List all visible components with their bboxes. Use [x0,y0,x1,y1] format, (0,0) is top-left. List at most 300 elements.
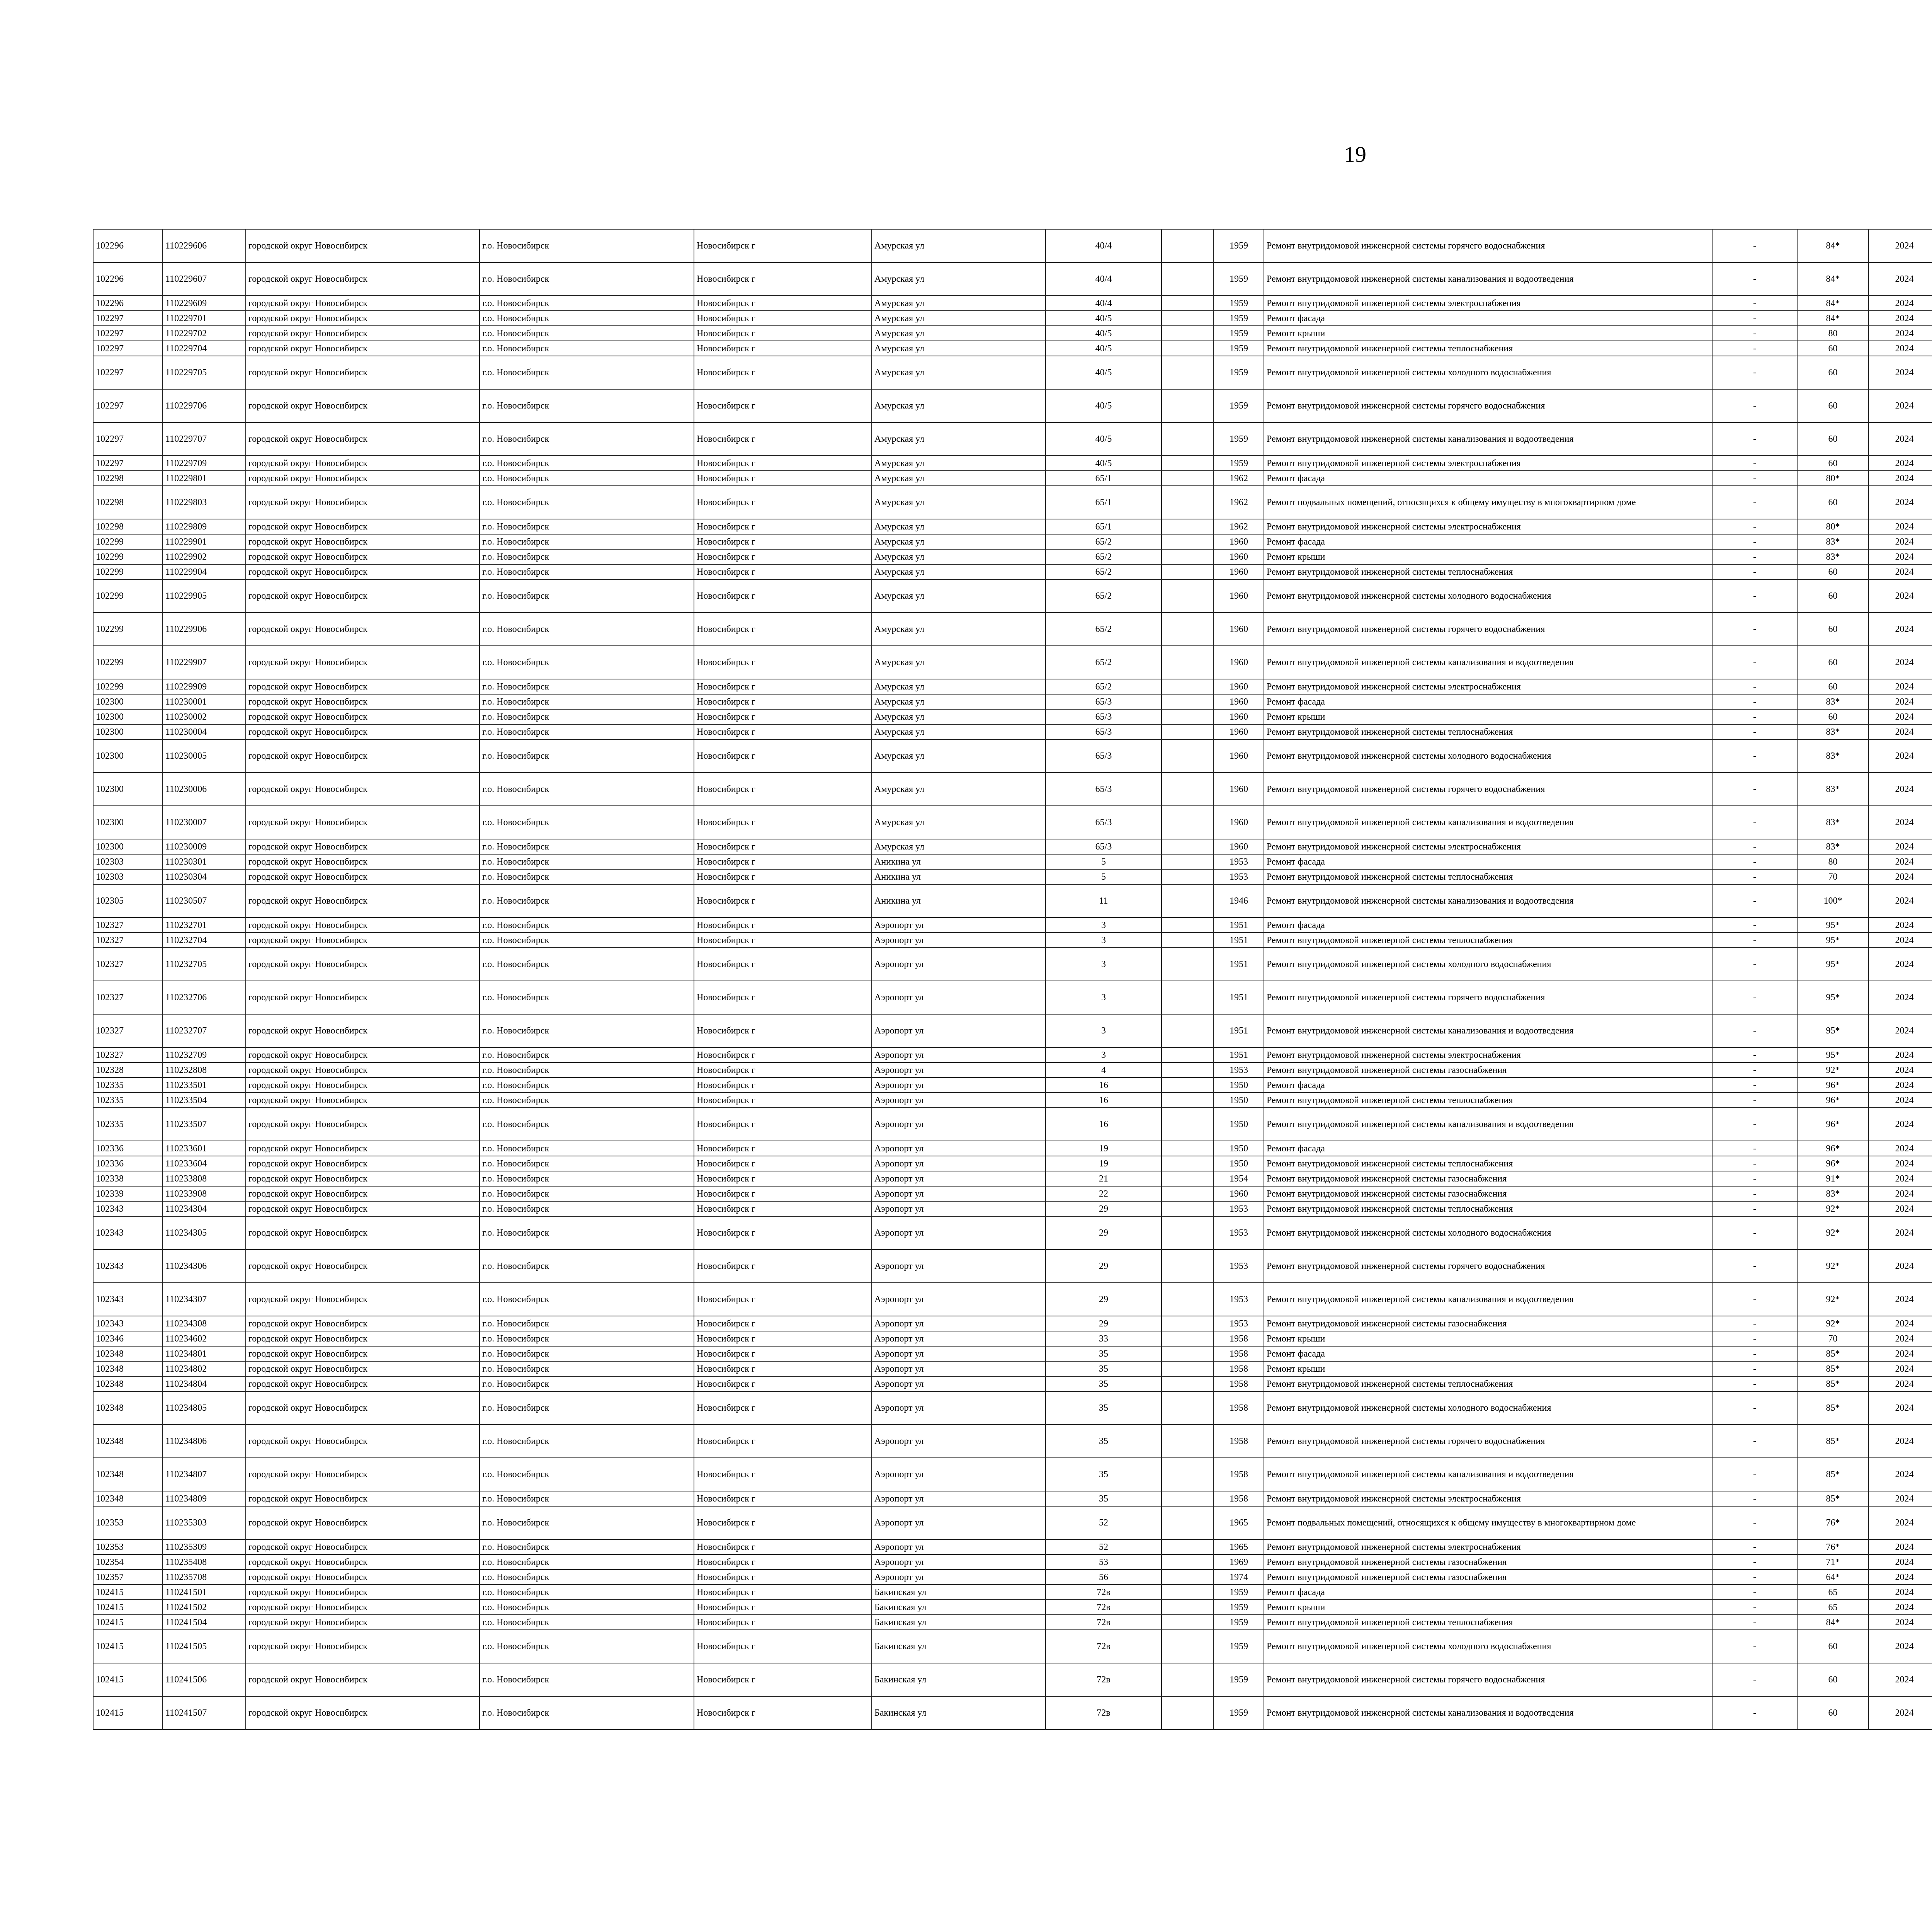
dash-cell: - [1712,709,1797,724]
work-id-cell: 110233501 [163,1078,246,1093]
house-number-cell: 65/3 [1046,709,1162,724]
house-id-cell: 102348 [93,1346,163,1361]
work-id-cell: 110232701 [163,918,246,933]
settlement-cell: г.о. Новосибирск [480,1283,694,1316]
settlement-cell: г.о. Новосибирск [480,613,694,646]
year-start-cell: 2024 [1869,486,1932,519]
table-row [93,262,1932,296]
wear-cell: 92* [1797,1283,1869,1316]
build-year-cell: 1954 [1214,1171,1264,1186]
house-number-cell: 72в [1046,1585,1162,1600]
work-id-cell: 110229906 [163,613,246,646]
dash-cell: - [1712,1506,1797,1539]
municipality-cell: городской округ Новосибирск [246,1585,480,1600]
building-cell [1162,839,1214,854]
wear-cell: 92* [1797,1250,1869,1283]
dash-cell: - [1712,724,1797,739]
table-row [93,1093,1932,1108]
city-cell: Новосибирск г [694,1047,872,1062]
house-number-cell: 65/1 [1046,471,1162,486]
wear-cell: 60 [1797,613,1869,646]
house-id-cell: 102297 [93,326,163,341]
build-year-cell: 1965 [1214,1539,1264,1554]
street-cell: Аэропорт ул [872,1201,1046,1216]
house-number-cell: 16 [1046,1078,1162,1093]
house-id-cell: 102415 [93,1696,163,1730]
work-type-cell: Ремонт внутридомовой инженерной системы теплоснабжения [1264,1156,1712,1171]
table-row [93,1250,1932,1283]
building-cell [1162,564,1214,579]
building-cell [1162,1316,1214,1331]
house-number-cell: 35 [1046,1458,1162,1491]
wear-cell: 84* [1797,262,1869,296]
city-cell: Новосибирск г [694,773,872,806]
work-id-cell: 110229607 [163,262,246,296]
municipality-cell: городской округ Новосибирск [246,262,480,296]
municipality-cell: городской округ Новосибирск [246,519,480,534]
work-type-cell: Ремонт внутридомовой инженерной системы электроснабжения [1264,456,1712,471]
municipality-cell: городской округ Новосибирск [246,709,480,724]
wear-cell: 96* [1797,1093,1869,1108]
municipality-cell: городской округ Новосибирск [246,1491,480,1506]
street-cell: Аэропорт ул [872,1376,1046,1391]
work-type-cell: Ремонт внутридомовой инженерной системы теплоснабжения [1264,1201,1712,1216]
street-cell: Бакинская ул [872,1630,1046,1663]
street-cell: Бакинская ул [872,1615,1046,1630]
settlement-cell: г.о. Новосибирск [480,1425,694,1458]
work-id-cell: 110229606 [163,229,246,262]
house-number-cell: 40/5 [1046,422,1162,456]
city-cell: Новосибирск г [694,1014,872,1047]
city-cell: Новосибирск г [694,1186,872,1201]
building-cell [1162,1186,1214,1201]
year-start-cell: 2024 [1869,1600,1932,1615]
build-year-cell: 1960 [1214,739,1264,773]
works-table [93,229,1932,1730]
year-start-cell: 2024 [1869,1047,1932,1062]
work-id-cell: 110241507 [163,1696,246,1730]
municipality-cell: городской округ Новосибирск [246,869,480,884]
city-cell: Новосибирск г [694,1171,872,1186]
work-id-cell: 110232707 [163,1014,246,1047]
year-start-cell: 2024 [1869,1615,1932,1630]
street-cell: Аэропорт ул [872,1361,1046,1376]
house-number-cell: 40/4 [1046,296,1162,311]
wear-cell: 83* [1797,534,1869,549]
house-id-cell: 102348 [93,1376,163,1391]
house-number-cell: 29 [1046,1201,1162,1216]
work-type-cell: Ремонт внутридомовой инженерной системы электроснабжения [1264,519,1712,534]
table-row [93,1600,1932,1615]
build-year-cell: 1960 [1214,579,1264,613]
work-id-cell: 110229702 [163,326,246,341]
dash-cell: - [1712,1491,1797,1506]
city-cell: Новосибирск г [694,1539,872,1554]
work-type-cell: Ремонт внутридомовой инженерной системы газоснабжения [1264,1316,1712,1331]
municipality-cell: городской округ Новосибирск [246,679,480,694]
house-id-cell: 102327 [93,1014,163,1047]
work-id-cell: 110234801 [163,1346,246,1361]
build-year-cell: 1953 [1214,869,1264,884]
building-cell [1162,1458,1214,1491]
city-cell: Новосибирск г [694,296,872,311]
work-type-cell: Ремонт внутридомовой инженерной системы теплоснабжения [1264,1376,1712,1391]
year-start-cell: 2024 [1869,694,1932,709]
house-id-cell: 102335 [93,1093,163,1108]
build-year-cell: 1950 [1214,1078,1264,1093]
dash-cell: - [1712,694,1797,709]
city-cell: Новосибирск г [694,262,872,296]
city-cell: Новосибирск г [694,869,872,884]
year-start-cell: 2024 [1869,839,1932,854]
street-cell: Аэропорт ул [872,1570,1046,1585]
municipality-cell: городской округ Новосибирск [246,356,480,389]
year-start-cell: 2024 [1869,1554,1932,1570]
municipality-cell: городской округ Новосибирск [246,1506,480,1539]
city-cell: Новосибирск г [694,1600,872,1615]
house-number-cell: 19 [1046,1156,1162,1171]
building-cell [1162,486,1214,519]
work-type-cell: Ремонт внутридомовой инженерной системы канализования и водоотведения [1264,1108,1712,1141]
work-type-cell: Ремонт внутридомовой инженерной системы горячего водоснабжения [1264,981,1712,1014]
street-cell: Амурская ул [872,311,1046,326]
work-id-cell: 110234806 [163,1425,246,1458]
municipality-cell: городской округ Новосибирск [246,918,480,933]
municipality-cell: городской округ Новосибирск [246,341,480,356]
work-type-cell: Ремонт внутридомовой инженерной системы канализования и водоотведения [1264,1283,1712,1316]
settlement-cell: г.о. Новосибирск [480,1539,694,1554]
city-cell: Новосибирск г [694,456,872,471]
settlement-cell: г.о. Новосибирск [480,262,694,296]
build-year-cell: 1962 [1214,471,1264,486]
street-cell: Аэропорт ул [872,1216,1046,1250]
city-cell: Новосибирск г [694,1250,872,1283]
house-id-cell: 102336 [93,1156,163,1171]
wear-cell: 95* [1797,1014,1869,1047]
build-year-cell: 1959 [1214,1615,1264,1630]
dash-cell: - [1712,1093,1797,1108]
year-start-cell: 2024 [1869,1093,1932,1108]
work-id-cell: 110229701 [163,311,246,326]
wear-cell: 95* [1797,981,1869,1014]
building-cell [1162,519,1214,534]
municipality-cell: городской округ Новосибирск [246,1093,480,1108]
settlement-cell: г.о. Новосибирск [480,1585,694,1600]
settlement-cell: г.о. Новосибирск [480,1062,694,1078]
street-cell: Аэропорт ул [872,918,1046,933]
house-id-cell: 102297 [93,341,163,356]
street-cell: Амурская ул [872,564,1046,579]
house-id-cell: 102296 [93,262,163,296]
work-type-cell: Ремонт внутридомовой инженерной системы теплоснабжения [1264,869,1712,884]
table-row [93,1391,1932,1425]
building-cell [1162,1506,1214,1539]
house-id-cell: 102297 [93,311,163,326]
work-type-cell: Ремонт внутридомовой инженерной системы электроснабжения [1264,296,1712,311]
year-start-cell: 2024 [1869,1331,1932,1346]
work-id-cell: 110233808 [163,1171,246,1186]
wear-cell: 95* [1797,933,1869,948]
building-cell [1162,1615,1214,1630]
work-type-cell: Ремонт внутридомовой инженерной системы канализования и водоотведения [1264,262,1712,296]
municipality-cell: городской округ Новосибирск [246,1696,480,1730]
wear-cell: 84* [1797,296,1869,311]
house-number-cell: 33 [1046,1331,1162,1346]
wear-cell: 96* [1797,1078,1869,1093]
wear-cell: 76* [1797,1539,1869,1554]
house-number-cell: 16 [1046,1093,1162,1108]
table-row [93,1186,1932,1201]
build-year-cell: 1959 [1214,1696,1264,1730]
settlement-cell: г.о. Новосибирск [480,884,694,918]
settlement-cell: г.о. Новосибирск [480,918,694,933]
building-cell [1162,1062,1214,1078]
building-cell [1162,1093,1214,1108]
street-cell: Амурская ул [872,486,1046,519]
table-row [93,456,1932,471]
dash-cell: - [1712,534,1797,549]
work-type-cell: Ремонт подвальных помещений, относящихся к общему имуществу в многоквартирном доме [1264,1506,1712,1539]
dash-cell: - [1712,1201,1797,1216]
build-year-cell: 1960 [1214,534,1264,549]
settlement-cell: г.о. Новосибирск [480,646,694,679]
year-start-cell: 2024 [1869,1570,1932,1585]
settlement-cell: г.о. Новосибирск [480,724,694,739]
house-id-cell: 102335 [93,1108,163,1141]
city-cell: Новосибирск г [694,1078,872,1093]
house-id-cell: 102327 [93,1047,163,1062]
building-cell [1162,884,1214,918]
year-start-cell: 2024 [1869,1425,1932,1458]
house-number-cell: 11 [1046,884,1162,918]
municipality-cell: городской округ Новосибирск [246,1663,480,1696]
city-cell: Новосибирск г [694,1585,872,1600]
dash-cell: - [1712,1539,1797,1554]
municipality-cell: городской округ Новосибирск [246,471,480,486]
city-cell: Новосибирск г [694,389,872,422]
wear-cell: 100* [1797,884,1869,918]
work-id-cell: 110230006 [163,773,246,806]
work-type-cell: Ремонт внутридомовой инженерной системы газоснабжения [1264,1570,1712,1585]
wear-cell: 60 [1797,1696,1869,1730]
year-start-cell: 2024 [1869,341,1932,356]
build-year-cell: 1950 [1214,1093,1264,1108]
year-start-cell: 2024 [1869,1458,1932,1491]
build-year-cell: 1959 [1214,389,1264,422]
work-type-cell: Ремонт внутридомовой инженерной системы электроснабжения [1264,1047,1712,1062]
city-cell: Новосибирск г [694,1615,872,1630]
year-start-cell: 2024 [1869,948,1932,981]
house-id-cell: 102297 [93,356,163,389]
year-start-cell: 2024 [1869,519,1932,534]
settlement-cell: г.о. Новосибирск [480,1361,694,1376]
dash-cell: - [1712,1078,1797,1093]
house-id-cell: 102300 [93,739,163,773]
city-cell: Новосибирск г [694,613,872,646]
build-year-cell: 1951 [1214,918,1264,933]
work-id-cell: 110230005 [163,739,246,773]
municipality-cell: городской округ Новосибирск [246,534,480,549]
work-type-cell: Ремонт внутридомовой инженерной системы горячего водоснабжения [1264,1250,1712,1283]
year-start-cell: 2024 [1869,1696,1932,1730]
work-type-cell: Ремонт фасада [1264,918,1712,933]
house-number-cell: 40/4 [1046,262,1162,296]
settlement-cell: г.о. Новосибирск [480,422,694,456]
dash-cell: - [1712,389,1797,422]
table-row [93,854,1932,869]
house-id-cell: 102415 [93,1663,163,1696]
year-start-cell: 2024 [1869,933,1932,948]
street-cell: Аэропорт ул [872,1331,1046,1346]
house-number-cell: 65/3 [1046,839,1162,854]
work-id-cell: 110235708 [163,1570,246,1585]
street-cell: Аэропорт ул [872,1316,1046,1331]
table-row [93,646,1932,679]
work-id-cell: 110235309 [163,1539,246,1554]
building-cell [1162,854,1214,869]
build-year-cell: 1959 [1214,341,1264,356]
work-id-cell: 110229909 [163,679,246,694]
table-row [93,1458,1932,1491]
building-cell [1162,579,1214,613]
building-cell [1162,1108,1214,1141]
work-type-cell: Ремонт внутридомовой инженерной системы газоснабжения [1264,1554,1712,1570]
table-row [93,1141,1932,1156]
municipality-cell: городской округ Новосибирск [246,806,480,839]
municipality-cell: городской округ Новосибирск [246,1376,480,1391]
city-cell: Новосибирск г [694,679,872,694]
house-id-cell: 102297 [93,422,163,456]
house-number-cell: 52 [1046,1506,1162,1539]
settlement-cell: г.о. Новосибирск [480,1506,694,1539]
table-row [93,709,1932,724]
street-cell: Аэропорт ул [872,1047,1046,1062]
table-row [93,933,1932,948]
city-cell: Новосибирск г [694,1201,872,1216]
wear-cell: 92* [1797,1062,1869,1078]
dash-cell: - [1712,1316,1797,1331]
building-cell [1162,229,1214,262]
wear-cell: 65 [1797,1600,1869,1615]
wear-cell: 91* [1797,1171,1869,1186]
year-start-cell: 2024 [1869,854,1932,869]
settlement-cell: г.о. Новосибирск [480,1346,694,1361]
municipality-cell: городской округ Новосибирск [246,1250,480,1283]
street-cell: Амурская ул [872,296,1046,311]
work-id-cell: 110234802 [163,1361,246,1376]
wear-cell: 85* [1797,1458,1869,1491]
dash-cell: - [1712,311,1797,326]
house-id-cell: 102335 [93,1078,163,1093]
house-id-cell: 102300 [93,839,163,854]
settlement-cell: г.о. Новосибирск [480,1316,694,1331]
work-type-cell: Ремонт внутридомовой инженерной системы канализования и водоотведения [1264,646,1712,679]
settlement-cell: г.о. Новосибирск [480,326,694,341]
table-row [93,296,1932,311]
wear-cell: 65 [1797,1585,1869,1600]
settlement-cell: г.о. Новосибирск [480,709,694,724]
table-row [93,1376,1932,1391]
dash-cell: - [1712,679,1797,694]
year-start-cell: 2024 [1869,1630,1932,1663]
build-year-cell: 1959 [1214,422,1264,456]
building-cell [1162,1141,1214,1156]
settlement-cell: г.о. Новосибирск [480,564,694,579]
municipality-cell: городской округ Новосибирск [246,694,480,709]
dash-cell: - [1712,948,1797,981]
year-start-cell: 2024 [1869,806,1932,839]
building-cell [1162,1585,1214,1600]
year-start-cell: 2024 [1869,1108,1932,1141]
build-year-cell: 1951 [1214,948,1264,981]
wear-cell: 80 [1797,326,1869,341]
build-year-cell: 1960 [1214,773,1264,806]
house-id-cell: 102343 [93,1283,163,1316]
dash-cell: - [1712,486,1797,519]
building-cell [1162,471,1214,486]
year-start-cell: 2024 [1869,296,1932,311]
street-cell: Амурская ул [872,773,1046,806]
settlement-cell: г.о. Новосибирск [480,869,694,884]
building-cell [1162,1250,1214,1283]
city-cell: Новосибирск г [694,1570,872,1585]
house-number-cell: 65/3 [1046,806,1162,839]
work-type-cell: Ремонт крыши [1264,1361,1712,1376]
work-type-cell: Ремонт внутридомовой инженерной системы канализования и водоотведения [1264,884,1712,918]
building-cell [1162,1696,1214,1730]
city-cell: Новосибирск г [694,694,872,709]
table-row [93,341,1932,356]
settlement-cell: г.о. Новосибирск [480,549,694,564]
settlement-cell: г.о. Новосибирск [480,519,694,534]
settlement-cell: г.о. Новосибирск [480,1570,694,1585]
municipality-cell: городской округ Новосибирск [246,1600,480,1615]
dash-cell: - [1712,1570,1797,1585]
street-cell: Бакинская ул [872,1585,1046,1600]
house-number-cell: 53 [1046,1554,1162,1570]
house-id-cell: 102354 [93,1554,163,1570]
city-cell: Новосибирск г [694,1630,872,1663]
table-row [93,679,1932,694]
build-year-cell: 1959 [1214,229,1264,262]
settlement-cell: г.о. Новосибирск [480,579,694,613]
year-start-cell: 2024 [1869,1062,1932,1078]
work-id-cell: 110230301 [163,854,246,869]
city-cell: Новосибирск г [694,486,872,519]
dash-cell: - [1712,613,1797,646]
build-year-cell: 1960 [1214,806,1264,839]
build-year-cell: 1962 [1214,519,1264,534]
table-row [93,1216,1932,1250]
table-row [93,326,1932,341]
dash-cell: - [1712,1585,1797,1600]
wear-cell: 83* [1797,773,1869,806]
build-year-cell: 1960 [1214,839,1264,854]
street-cell: Амурская ул [872,519,1046,534]
building-cell [1162,1014,1214,1047]
municipality-cell: городской округ Новосибирск [246,1554,480,1570]
year-start-cell: 2024 [1869,356,1932,389]
dash-cell: - [1712,564,1797,579]
year-start-cell: 2024 [1869,1316,1932,1331]
table-row [93,1108,1932,1141]
dash-cell: - [1712,326,1797,341]
settlement-cell: г.о. Новосибирск [480,1630,694,1663]
house-number-cell: 40/5 [1046,356,1162,389]
settlement-cell: г.о. Новосибирск [480,981,694,1014]
year-start-cell: 2024 [1869,534,1932,549]
house-number-cell: 72в [1046,1696,1162,1730]
